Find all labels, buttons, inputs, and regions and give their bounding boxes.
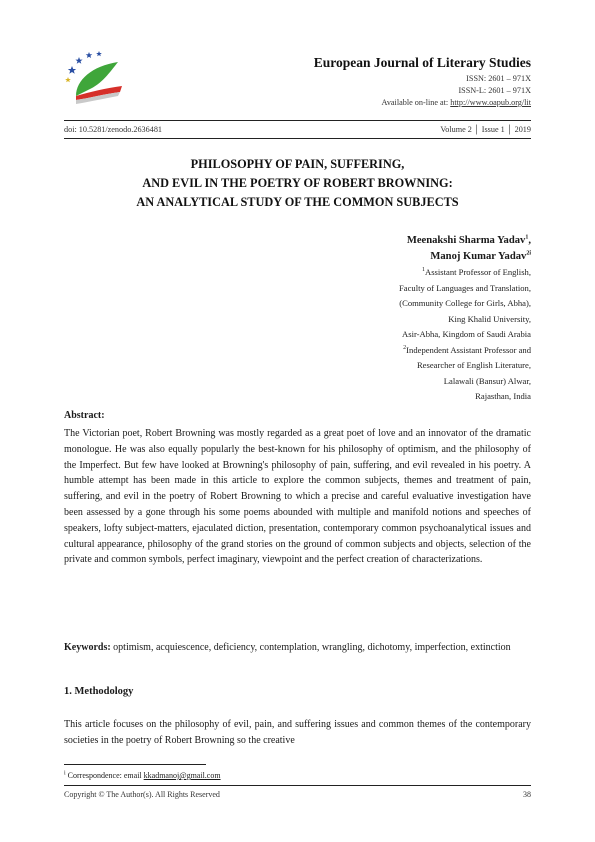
affiliation-line: Lalawali (Bansur) Alwar, (443, 375, 531, 386)
doi: doi: 10.5281/zenodo.2636481 (64, 125, 163, 134)
header-rule-bottom (64, 138, 531, 139)
affiliation-line: Faculty of Languages and Translation, (399, 282, 531, 293)
abstract-text: The Victorian poet, Robert Browning was mostly regarded as a great poet of love and an innovator of the dramatic monologue. He was also equally popularly the best-known for his philosophy of optimism, and the philosophy of the Imperfect. But few have looked at Browning's philosophy of pain, suffering, and evil revealed in his poetry. A humble attempt has been made in this article to explore the common subjects, themes and treatment of pain, suffering, and evil in the poetry of Robert Browning to which a precise and careful evaluative investigation have been assessed by a gone through his some poems abounded with multiple and manifold notions and speeches of speakers, lofty subject-matters, ejaculated diction, presentation, contemporary common psychoanalytical issues and cultural appearance, philosophy of the grand stories on the ground of common subjects and objects, selection of the private and common symbols, perfect imaginary, viewpoint and the perfect creation of characterizations. (64, 428, 531, 566)
authors (407, 233, 531, 265)
journal-title: European Journal of Literary Studies (313, 55, 531, 70)
volume-issue: Volume 2 │ Issue 1 │ 2019 (440, 125, 531, 134)
issn-l: ISSN-L: 2601 – 971X (458, 86, 531, 95)
paper-title (64, 155, 531, 212)
footer-rule (64, 785, 531, 786)
header-rule-top (64, 120, 531, 121)
availability-label: Available on-line at: (381, 98, 451, 107)
footnote-rule (64, 764, 206, 765)
title-line-3: AN ANALYTICAL STUDY OF THE COMMON SUBJECTS (136, 195, 459, 209)
section-heading-methodology: 1. Methodology (64, 686, 134, 697)
affiliations (399, 265, 531, 405)
affiliation-line: $^1$Assistant Professor of English, (422, 267, 531, 277)
keywords (64, 640, 531, 656)
copyright: Copyright © The Author(s). All Rights Reserved (64, 790, 220, 799)
footnote: $^i$ Correspondence: email kkadmanoj@gmail.com (64, 770, 221, 780)
affiliation-line: Researcher of English Literature, (416, 360, 531, 370)
author-1: Meenakshi Sharma Yadav$^1$, (406, 234, 531, 246)
keywords-list: optimism, acquiescence, deficiency, contemplation, wrangling, dichotomy, imperfection, extinction (110, 642, 511, 653)
affiliation-line: $^2$Independent Assistant Professor and (403, 344, 531, 355)
author-2: Manoj Kumar Yadav$^{2i}$ (430, 250, 531, 262)
title-line-1: PHILOSOPHY OF PAIN, SUFFERING, (190, 157, 405, 171)
issn: ISSN: 2601 – 971X (466, 74, 531, 83)
keywords-label: Keywords: (64, 642, 111, 653)
affiliation-line: Rajasthan, India (475, 391, 531, 401)
abstract-heading: Abstract: (64, 410, 105, 421)
journal-logo-icon (62, 44, 126, 108)
affiliation-line: (Community College for Girls, Abha), (399, 298, 531, 308)
journal-url-link[interactable]: http://www.oapub.org/lit (450, 98, 531, 107)
email-link[interactable]: kkadmanoj@gmail.com (143, 771, 221, 780)
doi-row (64, 125, 531, 134)
title-line-2: AND EVIL IN THE POETRY OF ROBERT BROWNING: (142, 176, 453, 190)
affiliation-line: Asir-Abha, Kingdom of Saudi Arabia (402, 329, 531, 339)
methodology-text: This article focuses on the philosophy of evil, pain, and suffering issues and common themes of the contemporary societies in the poetry of Robert Browning so the creative (64, 719, 531, 746)
page-number: 38 (523, 790, 531, 799)
footnote-label: Correspondence: email (67, 771, 144, 780)
affiliation-line: King Khalid University, (448, 313, 531, 324)
availability-line (382, 98, 531, 107)
